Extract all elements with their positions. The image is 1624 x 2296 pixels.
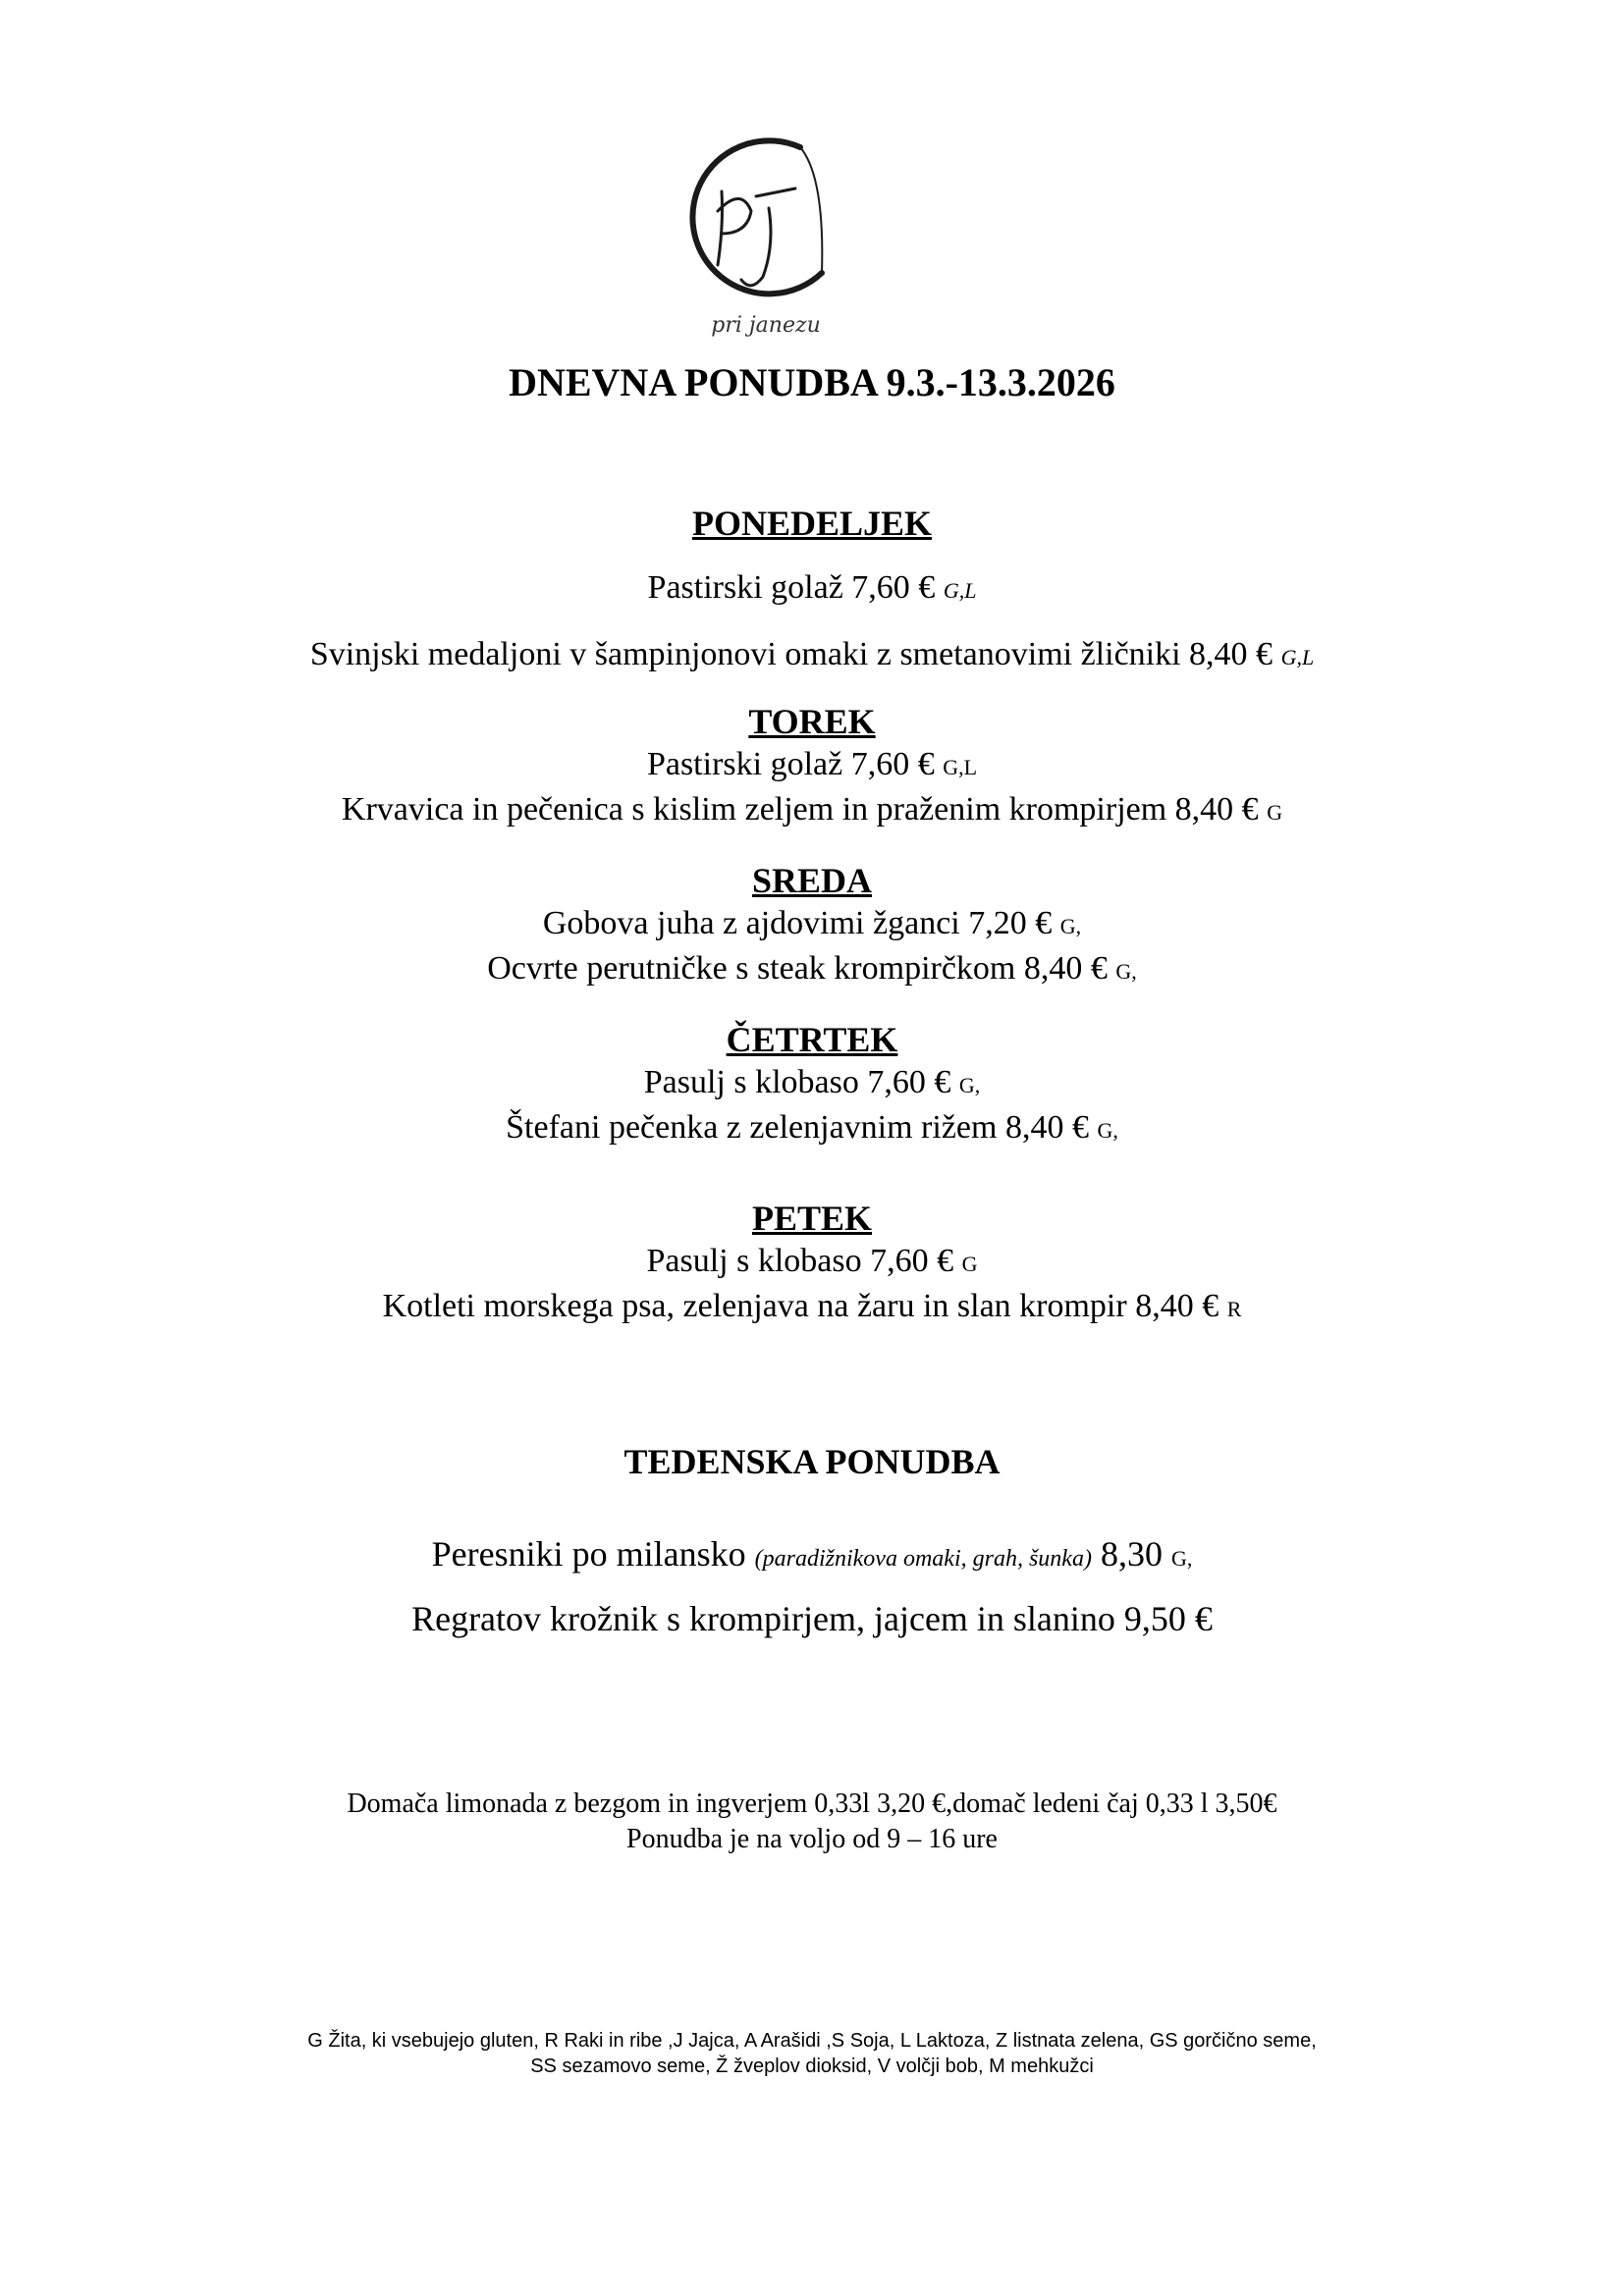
dish-text: Pastirski golaž 7,60 €: [646, 746, 944, 782]
dish-text: Pastirski golaž 7,60 €: [647, 569, 944, 606]
menu-item: [0, 1288, 1624, 1325]
weekly-item: [0, 1533, 1624, 1575]
allergen-codes: G,: [1115, 959, 1137, 984]
dish-text: Kotleti morskega psa, zelenjava na žaru in slan krompir 8,40 €: [382, 1288, 1227, 1324]
allergen-codes: G,: [1170, 1546, 1193, 1571]
allergen-codes: G,: [1097, 1118, 1118, 1143]
day-heading-thursday: ČETRTEK: [726, 1020, 898, 1059]
drinks-line: Domača limonada z bezgom in ingverjem 0,33l 3,20 €,domač ledeni čaj 0,33 l 3,50€: [347, 1789, 1277, 1819]
allergen-codes: G,L: [943, 578, 977, 603]
dish-text: Ocvrte perutničke s steak krompirčkom 8,40 €: [487, 950, 1116, 987]
allergen-codes: G,L: [943, 755, 978, 779]
dish-text: Svinjski medaljoni v šampinjonovi omaki z smetanovimi žličniki 8,40 €: [309, 636, 1281, 672]
weekly-item: [0, 1598, 1624, 1639]
allergen-codes: R: [1226, 1297, 1242, 1321]
dish-text: Regratov krožnik s krompirjem, jajcem in slanino 9,50 €: [411, 1599, 1213, 1638]
menu-item: [0, 569, 1624, 607]
allergen-codes: G,: [1059, 914, 1082, 938]
menu-item: [0, 1243, 1624, 1280]
logo-script-text: pri janezu: [711, 313, 821, 338]
allergen-codes: G: [1267, 800, 1283, 825]
dish-text: Gobova juha z ajdovimi žganci 7,20 €: [542, 905, 1060, 941]
allergen-codes: G,L: [1280, 645, 1315, 669]
allergen-codes: G: [961, 1252, 978, 1276]
day-heading-wednesday: SREDA: [751, 861, 873, 900]
dish-text: Peresniki po milansko: [431, 1534, 755, 1574]
allergen-legend-line-1: G Žita, ki vsebujejo gluten, R Raki in ribe ,J Jajca, A Arašidi ,S Soja, L Laktoza, Z listnata zelena, GS gorčično seme,: [307, 2030, 1317, 2052]
dish-text: Pasulj s klobaso 7,60 €: [646, 1243, 962, 1279]
allergen-codes: G,: [958, 1073, 981, 1097]
opening-hours: Ponudba je na voljo od 9 – 16 ure: [626, 1824, 998, 1854]
menu-item: [0, 950, 1624, 988]
menu-item: [0, 905, 1624, 942]
day-heading-friday: PETEK: [751, 1199, 873, 1238]
dish-note: (paradižnikova omaki, grah, šunka): [754, 1546, 1092, 1572]
menu-item: [0, 746, 1624, 783]
dish-text: Krvavica in pečenica s kislim zeljem in praženim krompirjem 8,40 €: [341, 791, 1268, 828]
day-heading-monday: PONEDELJEK: [691, 504, 933, 543]
dish-text: Štefani pečenka z zelenjavnim rižem 8,40 €: [506, 1109, 1098, 1146]
menu-item: [0, 1064, 1624, 1101]
day-heading-tuesday: TOREK: [748, 702, 876, 741]
page-title: DNEVNA PONUDBA 9.3.-13.3.2026: [509, 360, 1115, 404]
weekly-offer-heading: TEDENSKA PONUDBA: [623, 1442, 1001, 1481]
restaurant-logo: [653, 118, 879, 344]
menu-item: [0, 1109, 1624, 1147]
menu-item: [0, 791, 1624, 828]
dish-price: 8,30: [1091, 1534, 1171, 1574]
dish-text: Pasulj s klobaso 7,60 €: [643, 1064, 959, 1100]
menu-item: [0, 636, 1624, 673]
allergen-legend-line-2: SS sezamovo seme, Ž žveplov dioksid, V volčji bob, M mehkužci: [530, 2056, 1094, 2077]
